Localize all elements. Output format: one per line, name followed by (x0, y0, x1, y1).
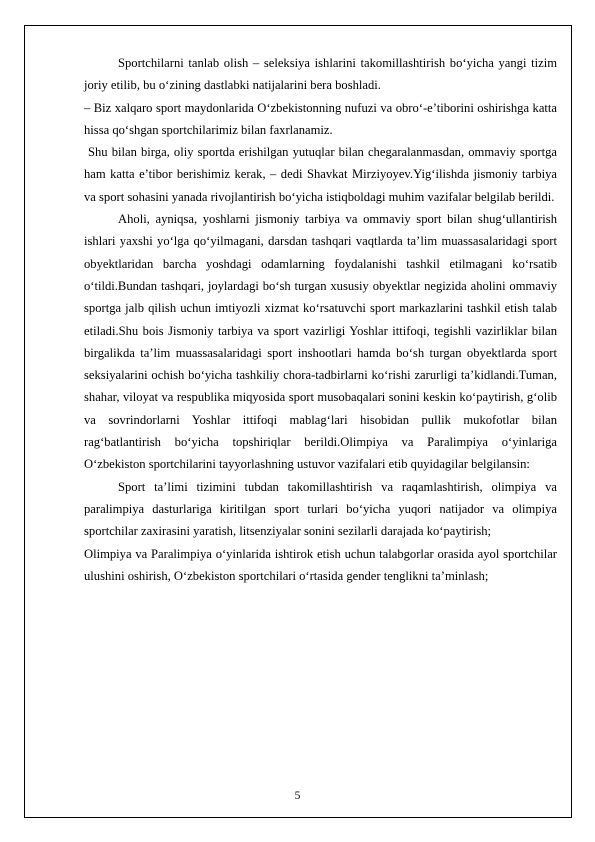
paragraph-sport-education: Sport ta’limi tizimini tubdan takomillashtirish va raqamlashtirish, olimpiya va paralimpiya dasturlariga kiritilgan sport turlari bo‘yicha yuqori natijador va olimpiya sportchilar zaxirasini yaratish, litsenziyalar sonini sezilarli darajada ko‘paytirish; (84, 479, 557, 539)
document-body (84, 52, 557, 587)
paragraph-gender-equality: Olimpiya va Paralimpiya o‘yinlarida ishtirok etish uchun talabgorlar orasida ayol sportchilar ulushini oshirish, O‘zbekiston sportchilari o‘rtasida gender tenglikni ta’minlash; (84, 546, 557, 583)
paragraph-youth-sport: Aholi, ayniqsa, yoshlarni jismoniy tarbiya va ommaviy sport bilan shug‘ullantirish ishlari yaxshi yo‘lga qo‘yilmagani, darsdan tashqari vaqtlarda ta’lim muassasalaridagi sport obyektlaridan barcha yoshdagi odamlarning foydalanishi tashkil etilmagani ko‘rsatib o‘tildi.Bundan tashqari, joylardagi bo‘sh turgan xususiy obyektlar negizida aholini ommaviy sportga jalb qilish uchun imtiyozli xizmat ko‘rsatuvchi sport markazlarini tashkil etish talab etiladi.Shu bois Jismoniy tarbiya va sport vazirligi Yoshlar ittifoqi, tegishli vazirliklar bilan birgalikda ta’lim muassasalaridagi sport inshootlari hamda bo‘sh turgan obyektlarda sport seksiyalarini ochish bo‘yicha tashkiliy chora-tadbirlarni ko‘rishi zarurligi ta’kidlandi.Tuman, shahar, viloyat va respublika miqyosida sport musobaqalari sonini keskin ko‘paytirish, g‘olib va sovrindorlarni Yoshlar ittifoqi mablag‘lari hisobidan pullik mukofotlar bilan rag‘batlantirish bo‘yicha topshiriqlar berildi.Olimpiya va Paralimpiya o‘yinlariga O‘zbekiston sportchilarini tayyorlashning ustuvor vazifalari etib quyidagilar belgilansin: (84, 212, 557, 472)
paragraph-mass-sport: Shu bilan birga, oliy sportda erishilgan yutuqlar bilan chegaralanmasdan, ommaviy sportga ham katta e’tibor berishimiz kerak, – dedi Shavkat Mirziyoyev.Yig‘ilishda jismoniy tarbiya va sport sohasini yanada rivojlantirish bo‘yicha istiqboldagi muhim vazifalar belgilab berildi. (84, 145, 557, 204)
paragraph-selection: Sportchilarni tanlab olish – seleksiya ishlarini takomillashtirish bo‘yicha yangi tizim joriy etilib, bu o‘zining dastlabki natijalarini bera boshladi. (84, 56, 557, 93)
paragraph-quote: – Biz xalqaro sport maydonlarida O‘zbekistonning nufuzi va obro‘-e’tiborini oshirishga katta hissa qo‘shgan sportchilarimiz bilan faxrlanamiz. (84, 100, 557, 137)
page-number: 5 (294, 790, 301, 802)
